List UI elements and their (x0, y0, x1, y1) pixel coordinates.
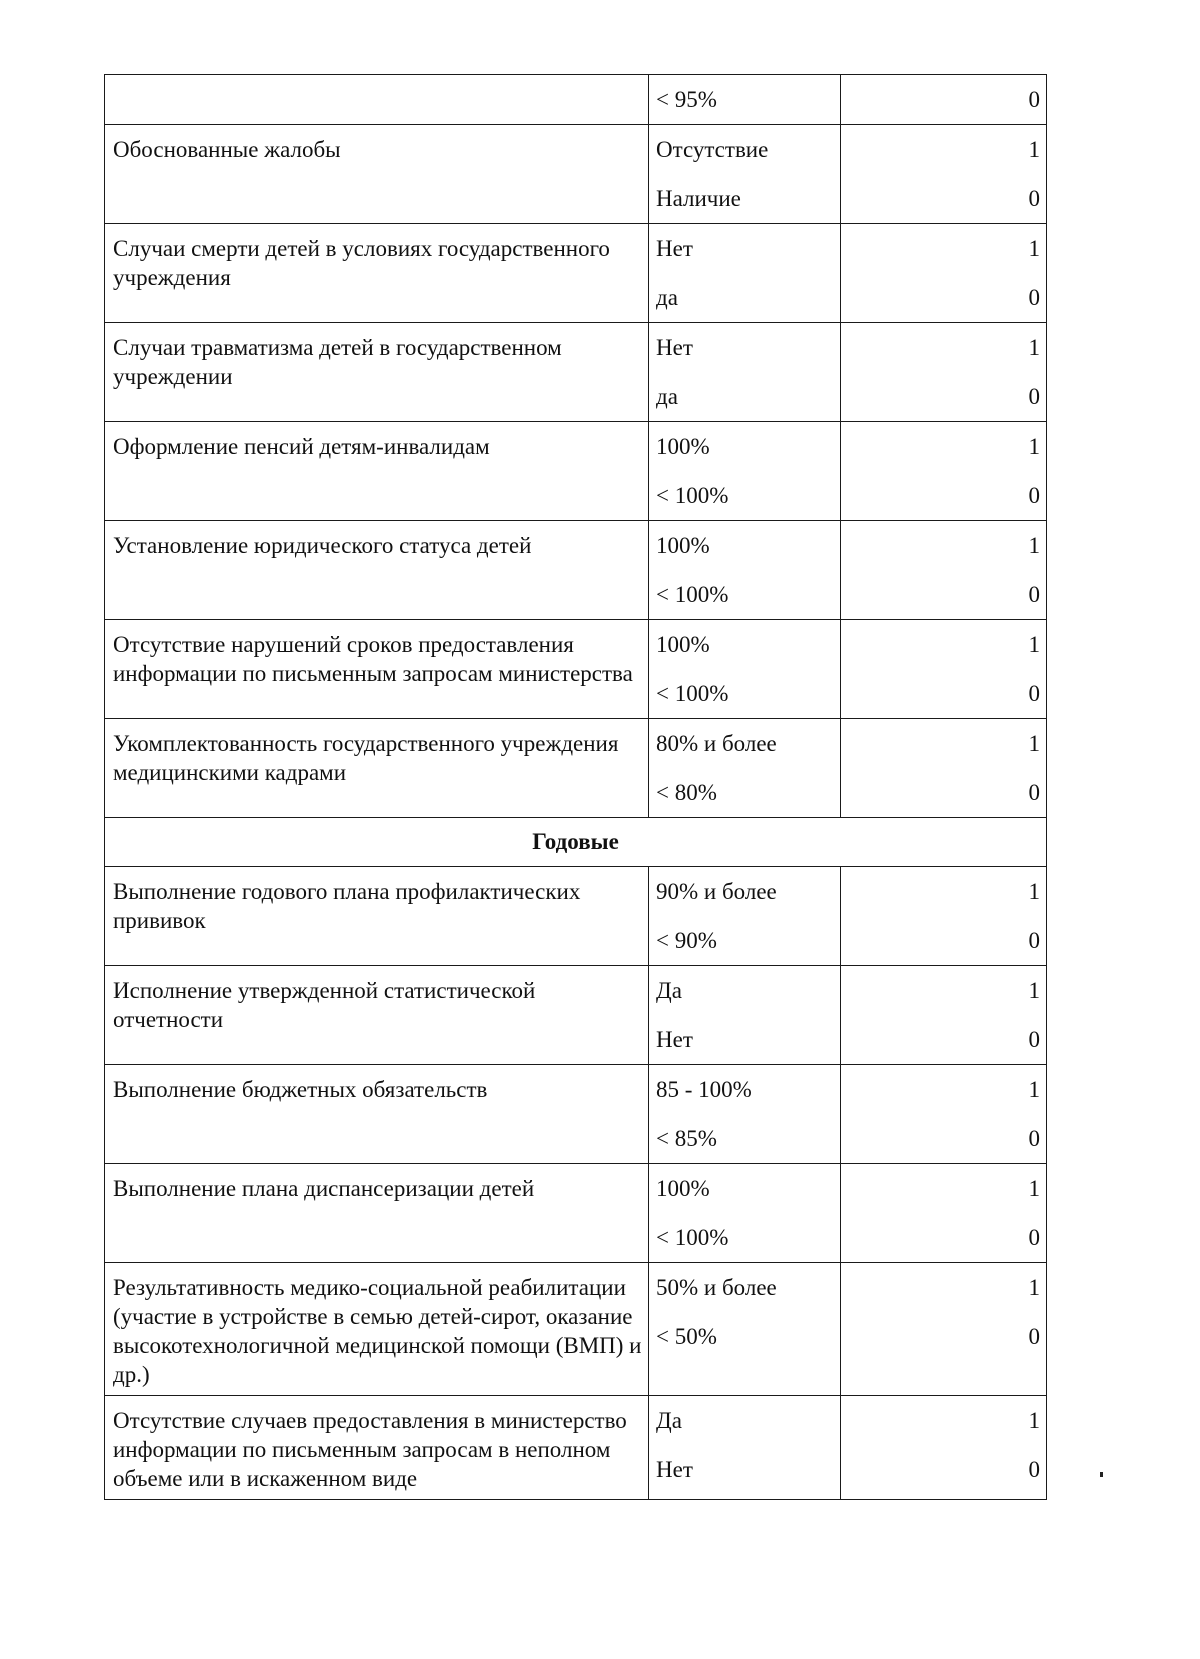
criterion-text: Обоснованные жалобы (113, 137, 341, 162)
option-value: 85 - 100% (656, 1077, 752, 1102)
scan-speck (1100, 1472, 1103, 1477)
option-value: Нет (656, 236, 693, 261)
score-value: 0 (1028, 384, 1040, 409)
score-value: 0 (1028, 87, 1040, 112)
table-row (105, 867, 1047, 966)
criterion-text: Исполнение утвержденной статистической отчетности (113, 978, 536, 1032)
option-value: Отсутствие (656, 137, 769, 162)
table-row (105, 966, 1047, 1065)
criterion-text: Отсутствие нарушений сроков предоставления информации по письменным запросам министерства (113, 632, 633, 686)
score-value: 0 (1028, 1457, 1040, 1482)
score-value: 0 (1028, 483, 1040, 508)
option-value: Да (656, 978, 682, 1003)
option-value: 100% (656, 632, 710, 657)
table-row (105, 125, 1047, 224)
criterion-text: Укомплектованность государственного учреждения медицинскими кадрами (113, 731, 619, 785)
option-value: Нет (656, 335, 693, 360)
score-value: 1 (1028, 1275, 1040, 1300)
option-value: < 90% (656, 928, 717, 953)
section-header-row (105, 818, 1047, 867)
option-value: < 100% (656, 681, 729, 706)
score-value: 0 (1028, 1027, 1040, 1052)
criterion-text: Выполнение годового плана профилактических прививок (113, 879, 581, 933)
table-row (105, 1263, 1047, 1396)
criterion-text: Отсутствие случаев предоставления в министерство информации по письменным запросам в неполном объеме или в искаженном виде (113, 1408, 627, 1491)
option-value: да (656, 285, 678, 310)
option-value: Нет (656, 1027, 693, 1052)
score-value: 0 (1028, 186, 1040, 211)
score-value: 1 (1028, 236, 1040, 261)
score-value: 1 (1028, 533, 1040, 558)
score-value: 1 (1028, 335, 1040, 360)
criterion-text: Выполнение плана диспансеризации детей (113, 1176, 535, 1201)
criterion-text: Случаи смерти детей в условиях государственного учреждения (113, 236, 610, 290)
score-value: 1 (1028, 978, 1040, 1003)
score-value: 0 (1028, 681, 1040, 706)
score-value: 1 (1028, 434, 1040, 459)
table-row (105, 224, 1047, 323)
score-value: 1 (1028, 1176, 1040, 1201)
score-value: 1 (1028, 731, 1040, 756)
option-value: < 85% (656, 1126, 717, 1151)
criterion-text (105, 75, 648, 91)
score-value: 0 (1028, 780, 1040, 805)
table-row (105, 719, 1047, 818)
option-value: 80% и более (656, 731, 777, 756)
table-row (105, 323, 1047, 422)
criterion-text: Случаи травматизма детей в государственном учреждении (113, 335, 562, 389)
option-value: 90% и более (656, 879, 777, 904)
criterion-text: Установление юридического статуса детей (113, 533, 532, 558)
option-value: 100% (656, 434, 710, 459)
table-row (105, 521, 1047, 620)
score-value: 0 (1028, 582, 1040, 607)
option-value: Да (656, 1408, 682, 1433)
option-value: < 100% (656, 1225, 729, 1250)
option-value: < 80% (656, 780, 717, 805)
score-value: 0 (1028, 1324, 1040, 1349)
option-value: 100% (656, 533, 710, 558)
score-value: 1 (1028, 1077, 1040, 1102)
option-value: да (656, 384, 678, 409)
option-value: < 100% (656, 582, 729, 607)
option-value: < 100% (656, 483, 729, 508)
score-value: 0 (1028, 1225, 1040, 1250)
option-value: 100% (656, 1176, 710, 1201)
table-row (105, 422, 1047, 521)
table-row (105, 1164, 1047, 1263)
table-row (105, 1396, 1047, 1500)
score-value: 0 (1028, 1126, 1040, 1151)
option-value: < 50% (656, 1324, 717, 1349)
option-value: Нет (656, 1457, 693, 1482)
criterion-text: Выполнение бюджетных обязательств (113, 1077, 488, 1102)
score-value: 1 (1028, 1408, 1040, 1433)
score-value: 0 (1028, 285, 1040, 310)
score-value: 1 (1028, 137, 1040, 162)
section-title: Годовые (105, 818, 1047, 867)
option-value: < 95% (656, 87, 717, 112)
score-value: 1 (1028, 632, 1040, 657)
option-value: 50% и более (656, 1275, 777, 1300)
score-value: 1 (1028, 879, 1040, 904)
table-row (105, 620, 1047, 719)
table-row (105, 75, 1047, 125)
table-row (105, 1065, 1047, 1164)
option-value: Наличие (656, 186, 741, 211)
criteria-table (104, 74, 1047, 1500)
criterion-text: Оформление пенсий детям-инвалидам (113, 434, 490, 459)
criterion-text: Результативность медико-социальной реабилитации (участие в устройстве в семью детей-сирот, оказание высокотехнологичной медицинской помощи (ВМП) и др.) (113, 1275, 642, 1387)
score-value: 0 (1028, 928, 1040, 953)
